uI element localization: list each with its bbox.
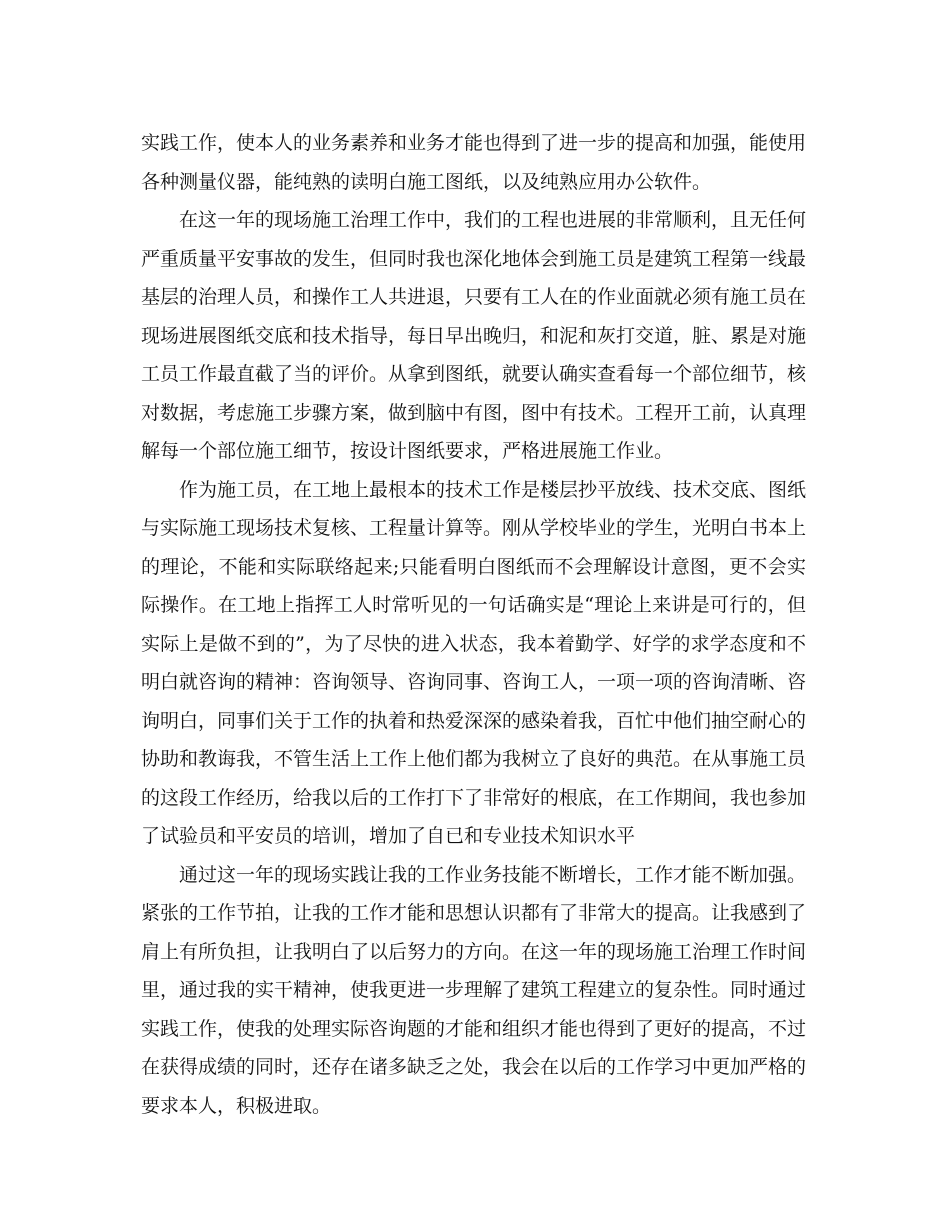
paragraph-2: 在这一年的现场施工治理工作中，我们的工程也进展的非常顺利，且无任何严重质量平安事故的发生，但同时我也深化地体会到施工员是建筑工程第一线最基层的治理人员，和操作工人共进退，只要有工人在的作业面就必须有施工员在现场进展图纸交底和技术指导，每日早出晚归，和泥和灰打交道，脏、累是对施工员工作最直截了当的评价。从拿到图纸，就要认确实查看每一个部位细节，核对数据，考虑施工步骤方案，做到脑中有图，图中有技术。工程开工前，认真理解每一个部位施工细节，按设计图纸要求，严格进展施工作业。 [141,209,807,462]
paragraph-1: 实践工作，使本人的业务素养和业务才能也得到了进一步的提高和加强，能使用各种测量仪器，能纯熟的读明白施工图纸，以及纯熟应用办公软件。 [141,132,807,193]
paragraph-3: 作为施工员，在工地上最根本的技术工作是楼层抄平放线、技术交底、图纸与实际施工现场技术复核、工程量计算等。刚从学校毕业的学生，光明白书本上的理论，不能和实际联络起来;只能看明白图纸而不会理解设计意图，更不会实际操作。在工地上指挥工人时常听见的一句话确实是“理论上来讲是可行的，但实际上是做不到的”，为了尽快的进入状态，我本着勤学、好学的求学态度和不明白就咨询的精神：咨询领导、咨询同事、咨询工人，一项一项的咨询清晰、咨询明白，同事们关于工作的执着和热爱深深的感染着我，百忙中他们抽空耐心的协助和教诲我，不管生活上工作上他们都为我树立了良好的典范。在从事施工员的这段工作经历，给我以后的工作打下了非常好的根底，在工作期间，我也参加了试验员和平安员的培训，增加了自已和专业技术知识水平 [141,478,807,847]
paragraph-4: 通过这一年的现场实践让我的工作业务技能不断增长，工作才能不断加强。紧张的工作节拍，让我的工作才能和思想认识都有了非常大的提高。让我感到了肩上有所负担，让我明白了以后努力的方向。在这一年的现场施工治理工作时间里，通过我的实干精神，使我更进一步理解了建筑工程建立的复杂性。同时通过实践工作，使我的处理实际咨询题的才能和组织才能也得到了更好的提高，不过在获得成绩的同时，还存在诸多缺乏之处，我会在以后的工作学习中更加严格的要求本人，积极进取。 [141,863,807,1117]
document-body [141,124,806,1125]
